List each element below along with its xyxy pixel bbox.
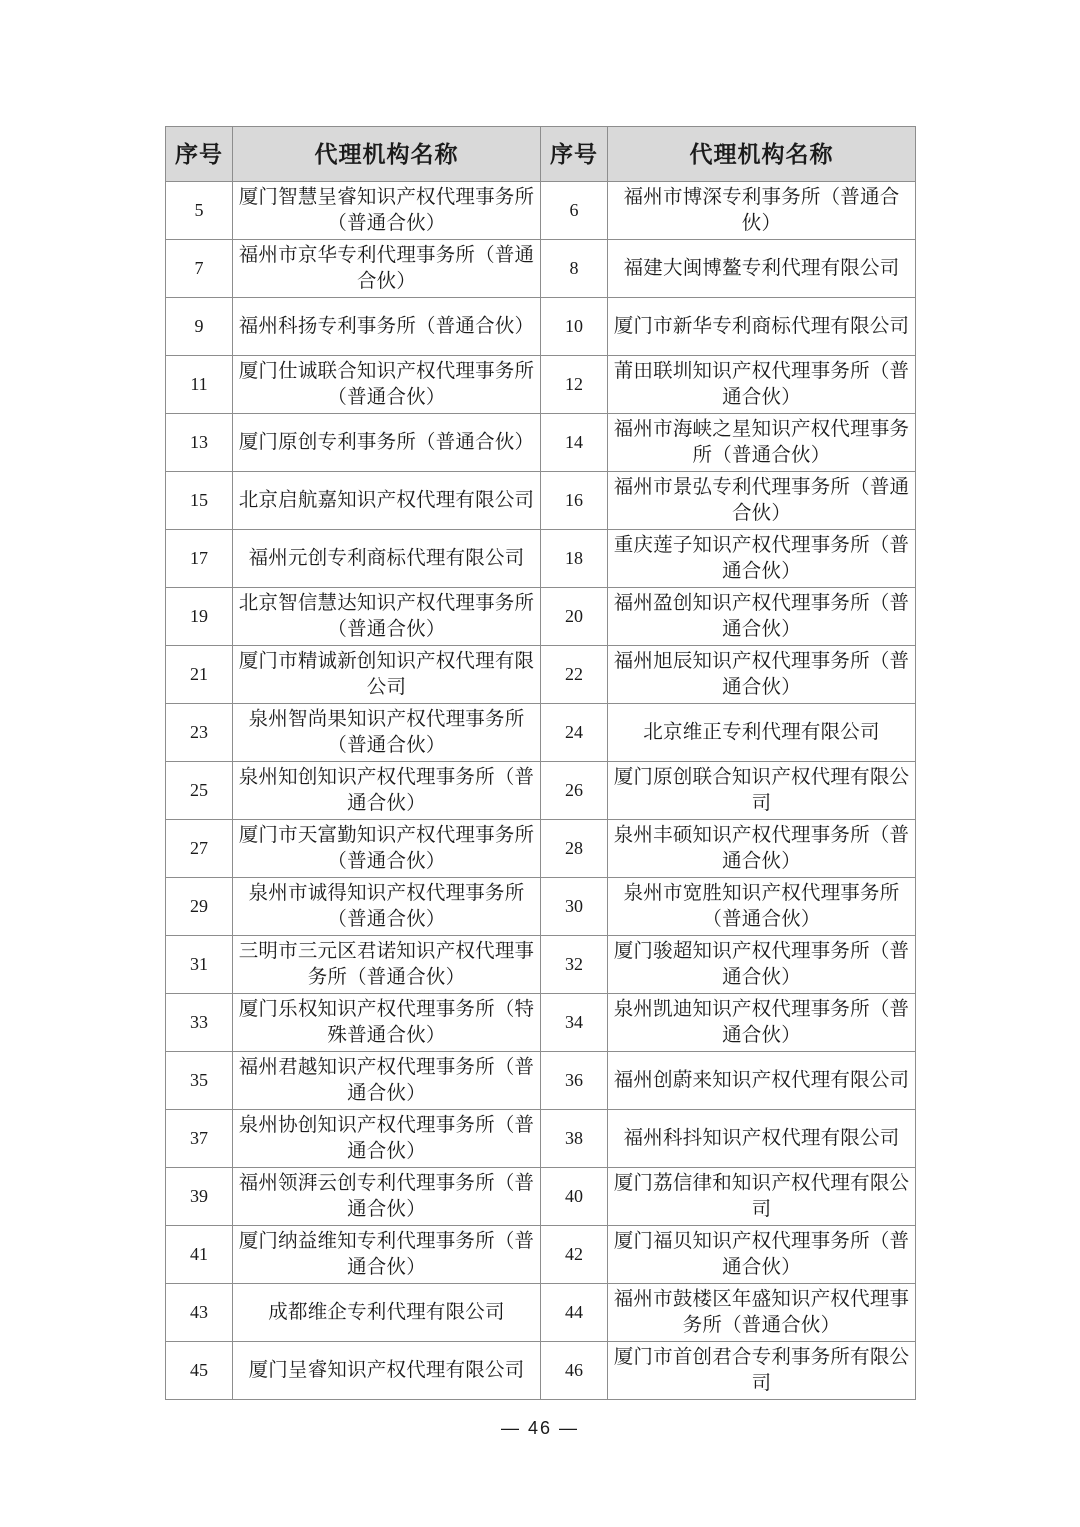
cell-serial-left: 31 bbox=[166, 936, 233, 994]
table-row bbox=[166, 1284, 916, 1342]
cell-serial-left: 27 bbox=[166, 820, 233, 878]
table-row bbox=[166, 994, 916, 1052]
cell-serial-left: 35 bbox=[166, 1052, 233, 1110]
cell-agency-name-left: 北京智信慧达知识产权代理事务所（普通合伙） bbox=[233, 588, 541, 646]
cell-agency-name-right: 泉州市宽胜知识产权代理事务所（普通合伙） bbox=[608, 878, 916, 936]
table-row bbox=[166, 530, 916, 588]
cell-agency-name-left: 福州元创专利商标代理有限公司 bbox=[233, 530, 541, 588]
cell-serial-right: 22 bbox=[541, 646, 608, 704]
cell-serial-right: 24 bbox=[541, 704, 608, 762]
cell-serial-right: 6 bbox=[541, 182, 608, 240]
table-row bbox=[166, 936, 916, 994]
table-row bbox=[166, 1052, 916, 1110]
cell-agency-name-left: 厦门市精诚新创知识产权代理有限公司 bbox=[233, 646, 541, 704]
cell-serial-left: 45 bbox=[166, 1342, 233, 1400]
cell-serial-left: 17 bbox=[166, 530, 233, 588]
cell-serial-left: 29 bbox=[166, 878, 233, 936]
cell-serial-right: 26 bbox=[541, 762, 608, 820]
header-cell-agency-name-left: 代理机构名称 bbox=[233, 127, 541, 182]
cell-agency-name-right: 福州市景弘专利代理事务所（普通合伙） bbox=[608, 472, 916, 530]
cell-agency-name-left: 泉州智尚果知识产权代理事务所（普通合伙） bbox=[233, 704, 541, 762]
cell-agency-name-right: 福州旭辰知识产权代理事务所（普通合伙） bbox=[608, 646, 916, 704]
cell-serial-left: 39 bbox=[166, 1168, 233, 1226]
cell-agency-name-right: 泉州凯迪知识产权代理事务所（普通合伙） bbox=[608, 994, 916, 1052]
cell-agency-name-right: 北京维正专利代理有限公司 bbox=[608, 704, 916, 762]
cell-agency-name-right: 福建大闽博鳌专利代理有限公司 bbox=[608, 240, 916, 298]
cell-serial-right: 46 bbox=[541, 1342, 608, 1400]
table-row bbox=[166, 414, 916, 472]
cell-serial-right: 14 bbox=[541, 414, 608, 472]
cell-agency-name-left: 厦门仕诚联合知识产权代理事务所（普通合伙） bbox=[233, 356, 541, 414]
cell-agency-name-right: 泉州丰硕知识产权代理事务所（普通合伙） bbox=[608, 820, 916, 878]
cell-agency-name-right: 厦门市新华专利商标代理有限公司 bbox=[608, 298, 916, 356]
cell-agency-name-right: 福州盈创知识产权代理事务所（普通合伙） bbox=[608, 588, 916, 646]
table-row bbox=[166, 588, 916, 646]
cell-serial-right: 36 bbox=[541, 1052, 608, 1110]
table-row bbox=[166, 182, 916, 240]
cell-agency-name-right: 重庆莲子知识产权代理事务所（普通合伙） bbox=[608, 530, 916, 588]
agency-table bbox=[165, 126, 916, 1400]
cell-serial-left: 5 bbox=[166, 182, 233, 240]
cell-agency-name-right: 福州创蔚来知识产权代理有限公司 bbox=[608, 1052, 916, 1110]
cell-serial-left: 19 bbox=[166, 588, 233, 646]
cell-serial-right: 8 bbox=[541, 240, 608, 298]
table-row bbox=[166, 1226, 916, 1284]
cell-agency-name-right: 福州科抖知识产权代理有限公司 bbox=[608, 1110, 916, 1168]
header-cell-serial-right: 序号 bbox=[541, 127, 608, 182]
cell-agency-name-left: 泉州市诚得知识产权代理事务所（普通合伙） bbox=[233, 878, 541, 936]
cell-serial-right: 20 bbox=[541, 588, 608, 646]
header-cell-agency-name-right: 代理机构名称 bbox=[608, 127, 916, 182]
cell-serial-left: 43 bbox=[166, 1284, 233, 1342]
cell-serial-left: 25 bbox=[166, 762, 233, 820]
cell-agency-name-right: 莆田联圳知识产权代理事务所（普通合伙） bbox=[608, 356, 916, 414]
cell-serial-left: 21 bbox=[166, 646, 233, 704]
cell-agency-name-left: 泉州知创知识产权代理事务所（普通合伙） bbox=[233, 762, 541, 820]
cell-serial-left: 37 bbox=[166, 1110, 233, 1168]
cell-agency-name-left: 厦门乐权知识产权代理事务所（特殊普通合伙） bbox=[233, 994, 541, 1052]
cell-serial-right: 30 bbox=[541, 878, 608, 936]
cell-agency-name-left: 北京启航嘉知识产权代理有限公司 bbox=[233, 472, 541, 530]
table-row bbox=[166, 1342, 916, 1400]
cell-agency-name-left: 福州领湃云创专利代理事务所（普通合伙） bbox=[233, 1168, 541, 1226]
cell-serial-left: 41 bbox=[166, 1226, 233, 1284]
cell-agency-name-left: 厦门呈睿知识产权代理有限公司 bbox=[233, 1342, 541, 1400]
cell-agency-name-right: 厦门市首创君合专利事务所有限公司 bbox=[608, 1342, 916, 1400]
cell-serial-right: 18 bbox=[541, 530, 608, 588]
table-header bbox=[166, 127, 916, 182]
cell-serial-right: 16 bbox=[541, 472, 608, 530]
cell-serial-left: 9 bbox=[166, 298, 233, 356]
table-row bbox=[166, 472, 916, 530]
cell-serial-right: 44 bbox=[541, 1284, 608, 1342]
cell-serial-left: 23 bbox=[166, 704, 233, 762]
cell-agency-name-left: 福州君越知识产权代理事务所（普通合伙） bbox=[233, 1052, 541, 1110]
cell-agency-name-right: 厦门原创联合知识产权代理有限公司 bbox=[608, 762, 916, 820]
cell-agency-name-left: 泉州协创知识产权代理事务所（普通合伙） bbox=[233, 1110, 541, 1168]
table-row bbox=[166, 356, 916, 414]
cell-serial-right: 38 bbox=[541, 1110, 608, 1168]
table-row bbox=[166, 1110, 916, 1168]
table-row bbox=[166, 240, 916, 298]
table-row bbox=[166, 1168, 916, 1226]
table-row bbox=[166, 704, 916, 762]
cell-serial-left: 33 bbox=[166, 994, 233, 1052]
cell-agency-name-left: 厦门原创专利事务所（普通合伙） bbox=[233, 414, 541, 472]
table-row bbox=[166, 762, 916, 820]
table-header-row bbox=[166, 127, 916, 182]
cell-serial-left: 11 bbox=[166, 356, 233, 414]
cell-serial-left: 13 bbox=[166, 414, 233, 472]
table-row bbox=[166, 878, 916, 936]
cell-agency-name-left: 厦门纳益维知专利代理事务所（普通合伙） bbox=[233, 1226, 541, 1284]
cell-serial-left: 15 bbox=[166, 472, 233, 530]
table-row bbox=[166, 820, 916, 878]
cell-agency-name-left: 厦门市天富勤知识产权代理事务所（普通合伙） bbox=[233, 820, 541, 878]
page-number: — 46 — bbox=[500, 1418, 580, 1438]
cell-agency-name-left: 成都维企专利代理有限公司 bbox=[233, 1284, 541, 1342]
cell-serial-right: 28 bbox=[541, 820, 608, 878]
cell-serial-right: 32 bbox=[541, 936, 608, 994]
cell-agency-name-right: 厦门骏超知识产权代理事务所（普通合伙） bbox=[608, 936, 916, 994]
cell-agency-name-left: 厦门智慧呈睿知识产权代理事务所（普通合伙） bbox=[233, 182, 541, 240]
cell-agency-name-left: 福州科扬专利事务所（普通合伙） bbox=[233, 298, 541, 356]
cell-agency-name-left: 福州市京华专利代理事务所（普通合伙） bbox=[233, 240, 541, 298]
cell-serial-right: 12 bbox=[541, 356, 608, 414]
cell-serial-left: 7 bbox=[166, 240, 233, 298]
cell-agency-name-right: 厦门荔信律和知识产权代理有限公司 bbox=[608, 1168, 916, 1226]
header-cell-serial-left: 序号 bbox=[166, 127, 233, 182]
cell-serial-right: 10 bbox=[541, 298, 608, 356]
table-row bbox=[166, 646, 916, 704]
cell-agency-name-right: 福州市鼓楼区年盛知识产权代理事务所（普通合伙） bbox=[608, 1284, 916, 1342]
cell-serial-right: 34 bbox=[541, 994, 608, 1052]
table-body bbox=[166, 182, 916, 1400]
table-row bbox=[166, 298, 916, 356]
cell-serial-right: 42 bbox=[541, 1226, 608, 1284]
cell-agency-name-left: 三明市三元区君诺知识产权代理事务所（普通合伙） bbox=[233, 936, 541, 994]
cell-agency-name-right: 福州市博深专利事务所（普通合伙） bbox=[608, 182, 916, 240]
cell-agency-name-right: 厦门福贝知识产权代理事务所（普通合伙） bbox=[608, 1226, 916, 1284]
cell-serial-right: 40 bbox=[541, 1168, 608, 1226]
cell-agency-name-right: 福州市海峡之星知识产权代理事务所（普通合伙） bbox=[608, 414, 916, 472]
